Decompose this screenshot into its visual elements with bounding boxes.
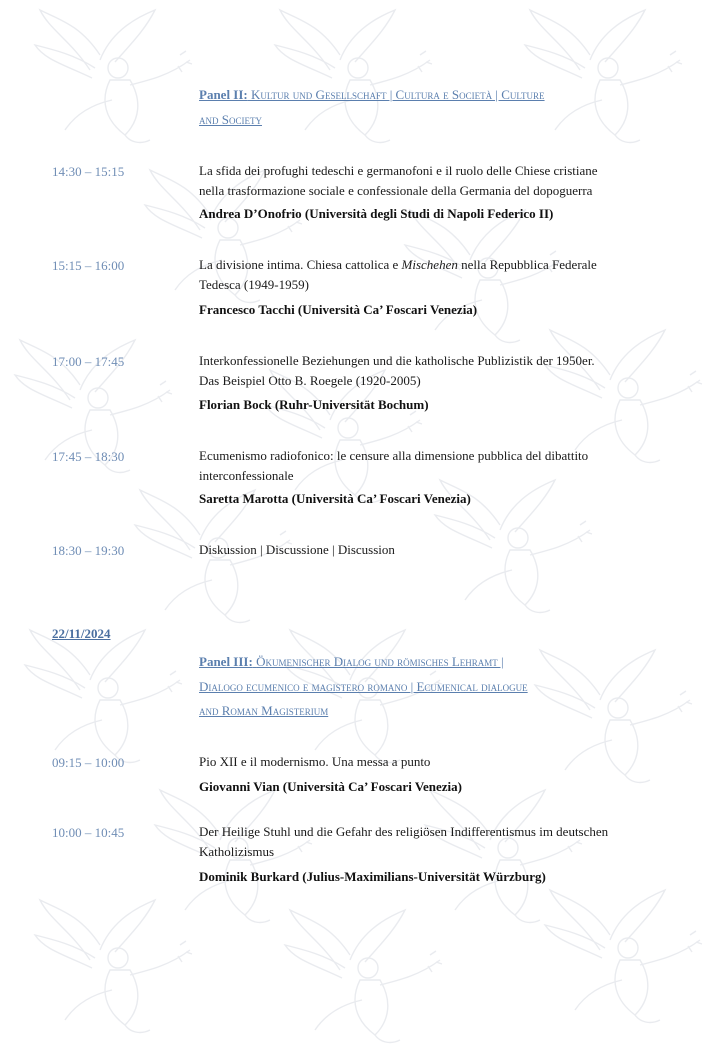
session-time: 14:30 – 15:15 — [52, 164, 125, 179]
panel-3-heading-cont — [199, 703, 328, 719]
session-title-line: interconfessionale — [199, 468, 294, 483]
panel-2-label: Panel II: — [199, 87, 248, 102]
session-title-line: Der Heilige Stuhl und die Gefahr des religiösen Indifferentismus im deutschen — [199, 824, 609, 839]
panel-2-title-line-1: Kultur und Gesellschaft | Cultura e Società | Culture — [251, 87, 545, 102]
session-time: 10:00 – 10:45 — [52, 825, 125, 840]
session-title — [199, 540, 657, 560]
panel-2-title-line-2: and Society — [199, 112, 262, 127]
angel-watermark-icon — [20, 620, 190, 770]
session-title — [199, 822, 657, 862]
session-title-line: Interkonfessionelle Beziehungen und die katholische Publizistik der 1950er. — [199, 353, 595, 368]
angel-watermark-icon — [280, 620, 450, 770]
session-time: 17:00 – 17:45 — [52, 354, 125, 369]
panel-3-heading — [199, 654, 504, 670]
panel-2-heading — [199, 87, 545, 103]
session-title — [199, 752, 657, 772]
session-title — [199, 255, 657, 295]
session-title — [199, 161, 657, 201]
session-speaker: Dominik Burkard (Julius-Maximilians-Universität Würzburg) — [199, 869, 546, 884]
session-speaker: Andrea D’Onofrio (Università degli Studi di Napoli Federico II) — [199, 206, 554, 221]
session-speaker: Saretta Marotta (Università Ca’ Foscari Venezia) — [199, 491, 471, 506]
session-time: 15:15 – 16:00 — [52, 258, 125, 273]
panel-3-label: Panel III: — [199, 654, 253, 669]
session-time: 17:45 – 18:30 — [52, 449, 125, 464]
angel-watermark-icon — [270, 0, 440, 150]
session-time: 09:15 – 10:00 — [52, 755, 125, 770]
session-title-line: Pio XII e il modernismo. Una messa a punto — [199, 754, 431, 769]
angel-watermark-icon — [280, 900, 450, 1050]
session-title-line: nella Repubblica Federale — [457, 257, 597, 272]
session-title-line: Katholizismus — [199, 844, 275, 859]
session-title-emphasis: Mischehen — [401, 257, 458, 272]
session-speaker: Francesco Tacchi (Università Ca’ Foscari Venezia) — [199, 302, 478, 317]
session-speaker: Florian Bock (Ruhr-Universität Bochum) — [199, 397, 429, 412]
session-title-line: Das Beispiel Otto B. Roegele (1920-2005) — [199, 373, 421, 388]
panel-2-heading-cont — [199, 112, 262, 128]
panel-3-title-line-1: Ökumenischer Dialog und römisches Lehramt | — [256, 654, 504, 669]
session-title — [199, 446, 657, 486]
session-title-line: Ecumenismo radiofonico: le censure alla dimensione pubblica del dibattito — [199, 448, 589, 463]
angel-watermark-icon — [30, 890, 200, 1040]
day-date: 22/11/2024 — [52, 626, 111, 641]
session-title — [199, 351, 657, 391]
session-title-line: Tedesca (1949-1959) — [199, 277, 309, 292]
angel-watermark-icon — [520, 0, 690, 150]
session-speaker: Giovanni Vian (Università Ca’ Foscari Venezia) — [199, 779, 463, 794]
panel-3-title-line-3: and Roman Magisterium — [199, 703, 329, 718]
session-time: 18:30 – 19:30 — [52, 543, 125, 558]
panel-3-title-line-2: Dialogo ecumenico e magistero romano | Ecumenical dialogue — [199, 679, 528, 694]
session-title-line: La sfida dei profughi tedeschi e germanofoni e il ruolo delle Chiese cristiane — [199, 163, 598, 178]
angel-watermark-icon — [30, 0, 200, 150]
session-title-line: La divisione intima. Chiesa cattolica e — [199, 257, 402, 272]
session-title-line: Diskussion | Discussione | Discussion — [199, 542, 395, 557]
angel-watermark-icon — [540, 880, 710, 1030]
panel-3-heading-cont — [199, 679, 528, 695]
session-title-line: nella trasformazione sociale e confessionale della Germania del dopoguerra — [199, 183, 593, 198]
